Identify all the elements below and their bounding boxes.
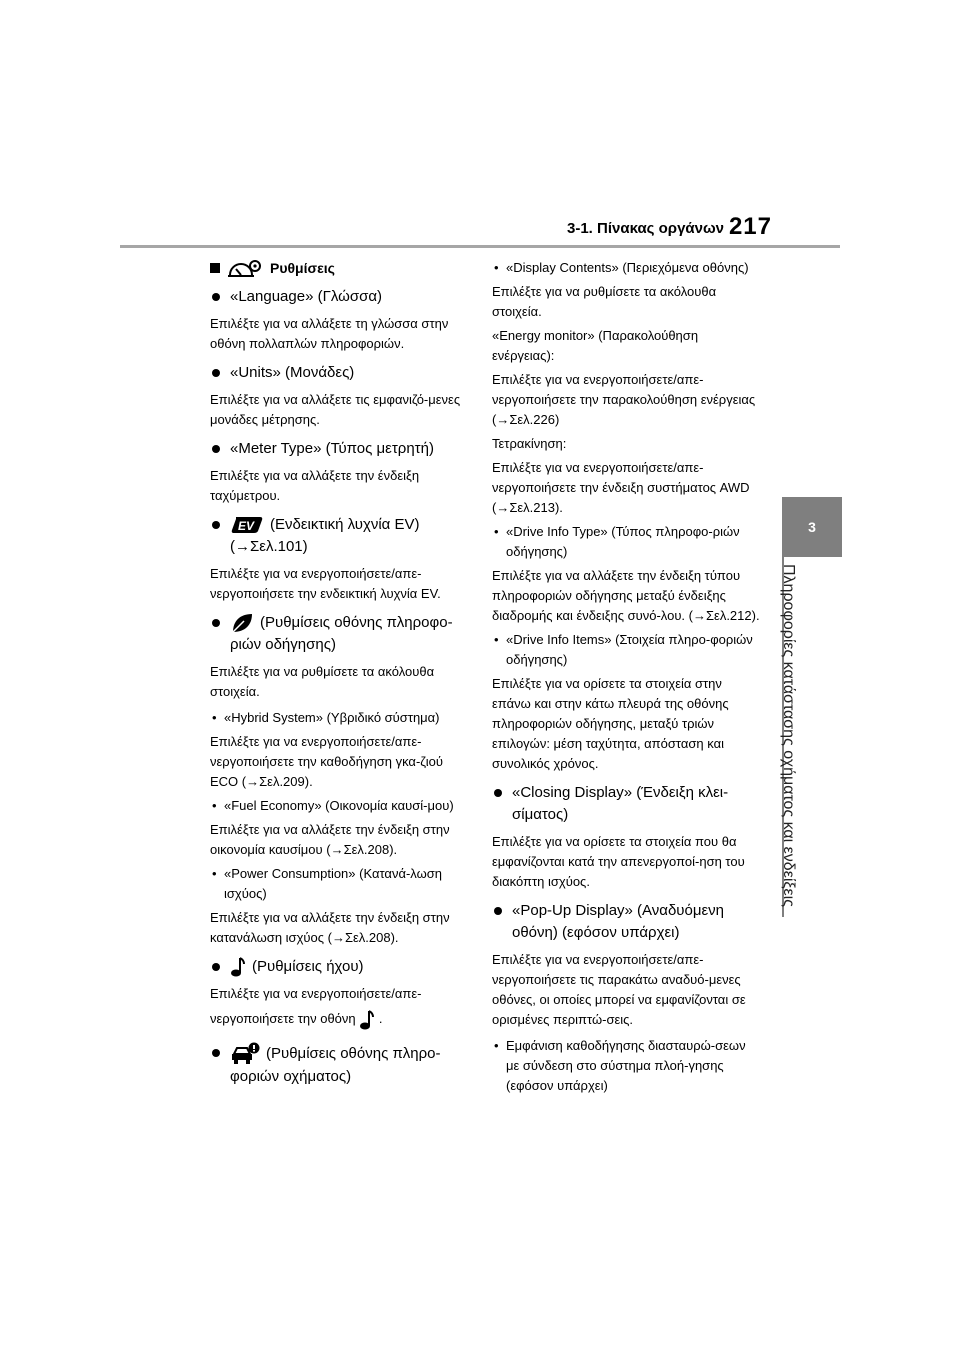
svg-text:EV: EV	[238, 519, 255, 534]
popup-heading	[492, 900, 760, 944]
ev-heading	[210, 514, 472, 558]
closing-text: Επιλέξτε για να ορίσετε τα στοιχεία που θα εμφανίζονται κατά την απενεργοποί-ηση του διακόπτη ισχύος.	[492, 834, 745, 889]
section-square-marker	[210, 263, 220, 273]
section-heading	[210, 258, 472, 278]
bullet-dot	[212, 963, 220, 971]
fuel-text: Επιλέξτε για να αλλάξετε την ένδειξη στην οικονομία καυσίμου (→Σελ.208).	[210, 822, 450, 858]
meter-type-text: Επιλέξτε για να αλλάξετε την ένδειξη ταχύμετρου.	[210, 468, 420, 503]
meter-type-title: «Meter Type» (Τύπος μετρητή)	[230, 440, 434, 457]
popup-title: «Pop-Up Display» (Αναδυόμενη οθόνη) (εφόσον υπάρχει)	[512, 902, 725, 941]
bullet-dot	[212, 369, 220, 377]
drive-info-items-item: • «Drive Info Items» (Στοιχεία πληρο-φοριών οδήγησης)	[494, 632, 753, 667]
right-column	[492, 258, 760, 1099]
sound-text-b: νεργοποιήσετε την οθόνη	[210, 1011, 356, 1027]
display-contents-item-text: «Display Contents» (Περιεχόμενα οθόνης)	[506, 260, 749, 275]
chapter-tab-title	[767, 564, 807, 909]
language-text: Επιλέξτε για να αλλάξετε τη γλώσσα στην οθόνη πολλαπλών πληροφοριών.	[210, 316, 449, 351]
bullet-dot	[212, 293, 220, 301]
meter-type-heading	[210, 438, 472, 460]
energy-text: Επιλέξτε για να ενεργοποιήσετε/απε-νεργοποιήσετε την παρακολούθηση ενέργειας (→Σελ.226)	[492, 372, 756, 427]
sound-heading	[210, 956, 472, 978]
sound-text-a: Επιλέξτε για να ενεργοποιήσετε/απε-	[210, 986, 422, 1002]
language-heading	[210, 286, 472, 308]
sound-text	[210, 984, 472, 1034]
fuel-item-text: «Fuel Economy» (Οικονομία καυσί-μου)	[224, 798, 454, 814]
bullet-dot	[494, 907, 502, 915]
power-item: • «Power Consumption» (Κατανά-λωση ισχύος)	[212, 866, 443, 902]
display-contents-item: • «Display Contents» (Περιεχόμενα οθόνης)	[494, 260, 749, 275]
drive-info-type-item: • «Drive Info Type» (Τύπος πληροφο-ριών οδήγησης)	[494, 524, 740, 559]
bullet-dot	[212, 521, 220, 529]
drive-info-items-item-text: «Drive Info Items» (Στοιχεία πληρο-φοριών οδήγησης)	[506, 632, 753, 667]
chapter-tab-number	[782, 497, 842, 557]
page-number: 217	[728, 213, 772, 240]
chapter-title: 3-1. Πίνακας οργάνων	[567, 220, 724, 237]
drive-info-title: (Ρυθμίσεις οθόνης πληροφο-ριών οδήγησης)	[230, 614, 453, 654]
popup-text: Επιλέξτε για να ενεργοποιήσετε/απε-νεργοποιήσετε τις παρακάτω αναδυό-μενες οθόνες, οι οποίες μπορεί να εμφανίζονται σε ορισμένες περιπτώ-σεις.	[492, 952, 746, 1027]
leaf-icon	[230, 612, 254, 634]
hybrid-text: Επιλέξτε για να ενεργοποιήσετε/απε-νεργοποιήσετε την καθοδήγηση γκα-ζιού ECO (→Σελ.209).	[210, 734, 443, 790]
page-header	[120, 210, 840, 248]
power-item-text: «Power Consumption» (Κατανά-λωση ισχύος)	[224, 866, 443, 902]
units-text: Επιλέξτε για να αλλάξετε τις εμφανιζό-μενες μονάδες μέτρησης.	[210, 392, 461, 427]
popup-item-text: Εμφάνιση καθοδήγησης διασταυρώ-σεων με σύνδεση στο σύστημα πλοή-γησης (εφόσον υπάρχει)	[506, 1038, 746, 1093]
display-contents-text: Επιλέξτε για να ρυθμίσετε τα ακόλουθα στοιχεία.	[492, 284, 717, 319]
settings-gauge-icon	[226, 258, 264, 278]
left-column	[210, 258, 472, 1094]
bullet-dot	[212, 445, 220, 453]
tab-title-text: Πληροφορίες κατάστασης οχήματος και ενδείξεις	[780, 564, 797, 907]
bullet-dot	[212, 619, 220, 627]
vehicle-heading	[210, 1042, 472, 1088]
bullet-dot	[494, 789, 502, 797]
vehicle-title: (Ρυθμίσεις οθόνης πληρο-φοριών οχήματος)	[230, 1045, 441, 1086]
popup-item: • Εμφάνιση καθοδήγησης διασταυρώ-σεων με σύνδεση στο σύστημα πλοή-γησης (εφόσον υπάρχει)	[494, 1038, 746, 1093]
units-heading	[210, 362, 472, 384]
music-note-icon	[230, 956, 246, 978]
power-text: Επιλέξτε για να αλλάξετε την ένδειξη στην κατανάλωση ισχύος (→Σελ.208).	[210, 910, 450, 946]
ev-title: (Ενδεικτική λυχνία EV) (→Σελ.101)	[230, 516, 420, 555]
closing-heading	[492, 782, 760, 826]
drive-info-type-item-text: «Drive Info Type» (Τύπος πληροφο-ριών οδήγησης)	[506, 524, 740, 559]
tab-number-text: 3	[808, 519, 816, 535]
bullet-dot	[212, 1049, 220, 1057]
drive-info-items-text: Επιλέξτε για να ορίσετε τα στοιχεία στην επάνω και στην κάτω πλευρά της οθόνης πληροφοριών οδήγησης, μεταξύ τριών επιλογών: μέση ταχύτητα, απόσταση και συνολικός χρόνος.	[492, 676, 729, 771]
hybrid-item-text: «Hybrid System» (Υβριδικό σύστημα)	[224, 710, 440, 726]
ev-text: Επιλέξτε για να ενεργοποιήσετε/απε-νεργοποιήσετε την ενδεικτική λυχνία EV.	[210, 566, 441, 601]
drive-info-type-text: Επιλέξτε για να αλλάξετε την ένδειξη τύπου πληροφοριών οδήγησης μεταξύ ένδειξης διαδρομής και ένδειξης συνό-λου. (→Σελ.212).	[492, 568, 760, 623]
units-title: «Units» (Μονάδες)	[230, 364, 355, 381]
section-title: Ρυθμίσεις	[270, 260, 335, 276]
awd-text: Επιλέξτε για να ενεργοποιήσετε/απε-νεργοποιήσετε την ένδειξη συστήματος AWD (→Σελ.213).	[492, 460, 750, 515]
header-rule	[120, 245, 840, 248]
language-title: «Language» (Γλώσσα)	[230, 288, 383, 305]
ev-badge-icon	[230, 515, 264, 535]
music-note-icon	[359, 1009, 375, 1031]
closing-title: «Closing Display» (Ένδειξη κλει-σίματος)	[512, 784, 729, 823]
drive-info-heading	[210, 612, 472, 656]
sound-title: (Ρυθμίσεις ήχου)	[252, 958, 364, 976]
fuel-item: • «Fuel Economy» (Οικονομία καυσί-μου)	[212, 798, 454, 814]
energy-label: «Energy monitor» (Παρακολούθηση ενέργειας):	[492, 328, 699, 363]
car-info-icon	[230, 1042, 260, 1066]
sound-text-c: .	[378, 1011, 383, 1027]
drive-info-text: Επιλέξτε για να ρυθμίσετε τα ακόλουθα στοιχεία.	[210, 664, 435, 700]
awd-label: Τετρακίνηση:	[492, 436, 567, 451]
hybrid-item: • «Hybrid System» (Υβριδικό σύστημα)	[212, 710, 440, 726]
